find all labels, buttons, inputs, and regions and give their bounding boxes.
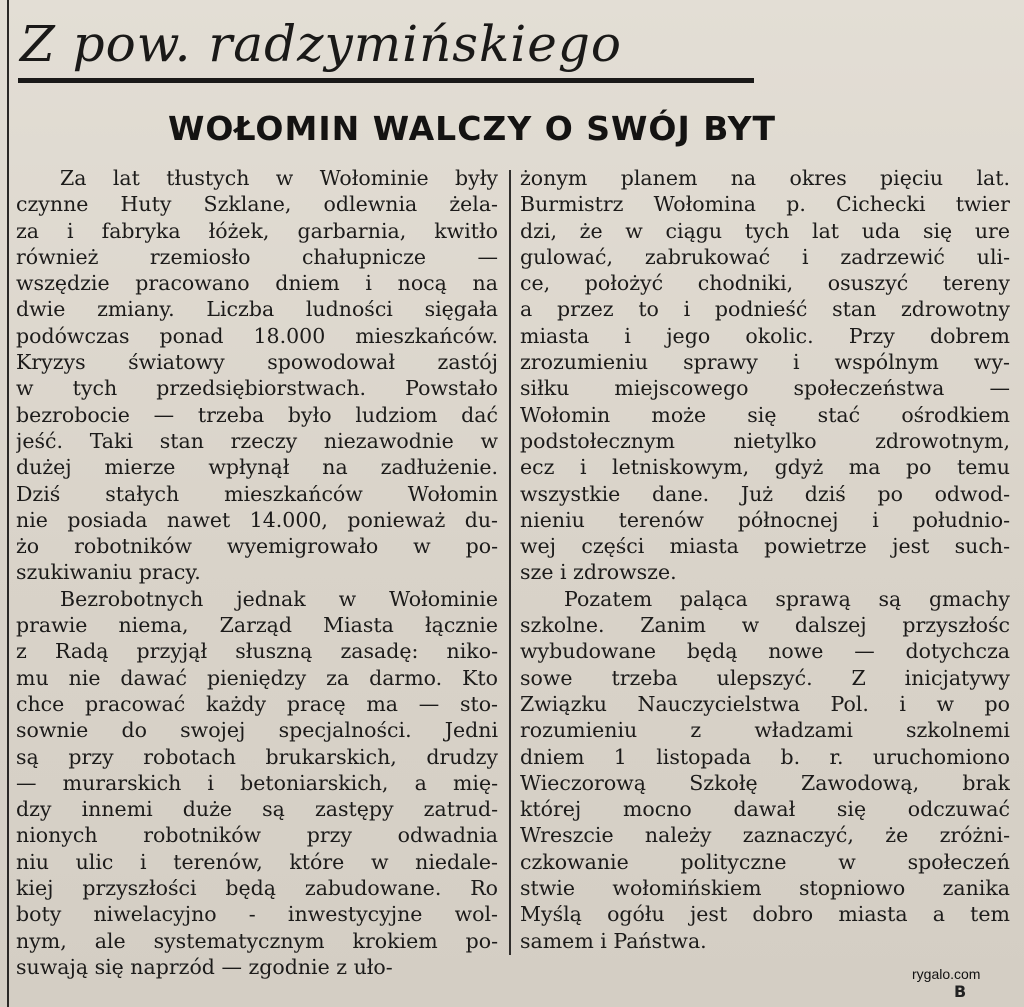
text-line: szukiwaniu pracy. bbox=[16, 560, 201, 585]
text-line: sowe trzeba ulepszyć. Z inicjatywy bbox=[520, 665, 1010, 690]
text-line: sze i zdrowsze. bbox=[520, 560, 677, 585]
text-line: Wreszcie należy zaznaczyć, że zróżni- bbox=[520, 823, 1010, 848]
text-line: Bezrobotnych jednak w Wołominie bbox=[60, 586, 498, 611]
text-line: Myślą ogółu jest dobro miasta a tem bbox=[520, 902, 1010, 927]
text-line: nionych robotników przy odwadnia bbox=[16, 823, 498, 848]
article-column-right bbox=[520, 165, 1010, 954]
text-line: Wołomin może się stać ośrodkiem bbox=[520, 402, 1010, 427]
text-line: mu nie dawać pieniędzy za darmo. Kto bbox=[16, 665, 498, 690]
text-line: dzi, że w ciągu tych lat uda się ure bbox=[520, 218, 1010, 243]
text-line: żo robotników wyemigrowało w po- bbox=[16, 534, 498, 559]
text-line: nie posiada nawet 14.000, ponieważ du- bbox=[16, 507, 498, 532]
text-line: z Radą przyjął słuszną zasadę: niko- bbox=[16, 639, 498, 664]
text-line: samem i Państwa. bbox=[520, 928, 707, 953]
text-line: której mocno dawał się odczuwać bbox=[520, 797, 1010, 822]
text-line: żonym planem na okres pięciu lat. bbox=[520, 166, 1010, 190]
text-line: dwie zmiany. Liczba ludności sięgała bbox=[16, 297, 498, 322]
text-line: kiej przyszłości będą zabudowane. Ro bbox=[16, 876, 498, 901]
text-line: czynne Huty Szklane, odlewnia żela- bbox=[16, 192, 498, 217]
text-line: niu ulic i terenów, które w niedale- bbox=[16, 849, 498, 874]
text-line: Kryzys światowy spowodował zastój bbox=[16, 350, 498, 375]
text-line: jeść. Taki stan rzeczy niezawodnie w bbox=[16, 428, 498, 453]
text-line: rozumieniu z władzami szkolnemi bbox=[520, 718, 1010, 743]
text-line: stwie wołomińskiem stopniowo zanika bbox=[520, 876, 1010, 901]
watermark: rygalo.com bbox=[912, 966, 981, 982]
text-line: gulować, zabrukować i zadrzewić uli- bbox=[520, 244, 1010, 269]
text-line: dzy innemi duże są zastępy zatrud- bbox=[16, 797, 498, 822]
corner-mark: B bbox=[954, 982, 967, 1001]
text-line: Związku Nauczycielstwa Pol. i w po bbox=[520, 691, 1010, 716]
text-line: podówczas ponad 18.000 mieszkańców. bbox=[16, 323, 498, 348]
text-line: miasta i jego okolic. Przy dobrem bbox=[520, 323, 1010, 348]
article-headline: WOŁOMIN WALCZY O SWÓJ BYT bbox=[167, 109, 777, 148]
section-title-rule bbox=[18, 78, 754, 83]
text-line: są przy robotach brukarskich, drudzy bbox=[16, 744, 498, 769]
text-line: Pozatem paląca sprawą są gmachy bbox=[564, 586, 1010, 611]
section-title: Z pow. radzymińskiego bbox=[20, 15, 622, 73]
text-line: ecz i letniskowym, gdyż ma po temu bbox=[520, 455, 1010, 480]
article-column-left bbox=[16, 165, 498, 980]
text-line: w tych przedsiębiorstwach. Powstało bbox=[16, 376, 498, 401]
text-line: suwają się naprzód — zgodnie z uło- bbox=[16, 954, 393, 979]
text-line: bezrobocie — trzeba było ludziom dać bbox=[16, 402, 498, 427]
text-line: wszędzie pracowano dniem i nocą na bbox=[16, 271, 498, 296]
column-divider bbox=[509, 170, 511, 955]
text-line: — murarskich i betoniarskich, a mię- bbox=[16, 770, 498, 795]
text-line: ce, położyć chodniki, osuszyć tereny bbox=[520, 271, 1010, 296]
text-line: boty niwelacyjno - inwestycyjne wol- bbox=[16, 902, 498, 927]
text-line: chce pracować każdy pracę ma — sto- bbox=[16, 691, 498, 716]
text-line: nym, ale systematycznym krokiem po- bbox=[16, 928, 498, 953]
text-line: Dziś stałych mieszkańców Wołomin bbox=[16, 481, 498, 506]
text-line: sownie do swojej specjalności. Jedni bbox=[16, 718, 498, 743]
text-line: podstołecznym nietylko zdrowotnym, bbox=[520, 428, 1010, 453]
text-line: wszystkie dane. Już dziś po odwod- bbox=[520, 481, 1010, 506]
text-line: nieniu terenów północnej i południo- bbox=[520, 507, 1010, 532]
text-line: czkowanie polityczne w społeczeń bbox=[520, 849, 1010, 874]
text-line: zrozumieniu sprawy i wspólnym wy- bbox=[520, 350, 1010, 375]
text-line: siłku miejscowego społeczeństwa — bbox=[520, 376, 1010, 401]
text-line: prawie niema, Zarząd Miasta łącznie bbox=[16, 613, 498, 638]
text-line: a przez to i podnieść stan zdrowotny bbox=[520, 297, 1010, 322]
text-line: Wieczorową Szkołę Zawodową, brak bbox=[520, 770, 1010, 795]
text-line: dużej mierze wpłynął na zadłużenie. bbox=[16, 455, 498, 480]
text-line: również rzemiosło chałupnicze — bbox=[16, 244, 498, 269]
text-line: za i fabryka łóżek, garbarnia, kwitło bbox=[16, 218, 498, 243]
text-line: wej części miasta powietrze jest such- bbox=[520, 534, 1010, 559]
text-line: dniem 1 listopada b. r. uruchomiono bbox=[520, 744, 1010, 769]
text-line: Burmistrz Wołomina p. Cichecki twier bbox=[520, 192, 1010, 217]
text-line: szkolne. Zanim w dalszej przyszłośc bbox=[520, 613, 1010, 638]
text-line: wybudowane będą nowe — dotychcza bbox=[520, 639, 1010, 664]
text-line: Za lat tłustych w Wołominie były bbox=[60, 166, 498, 190]
